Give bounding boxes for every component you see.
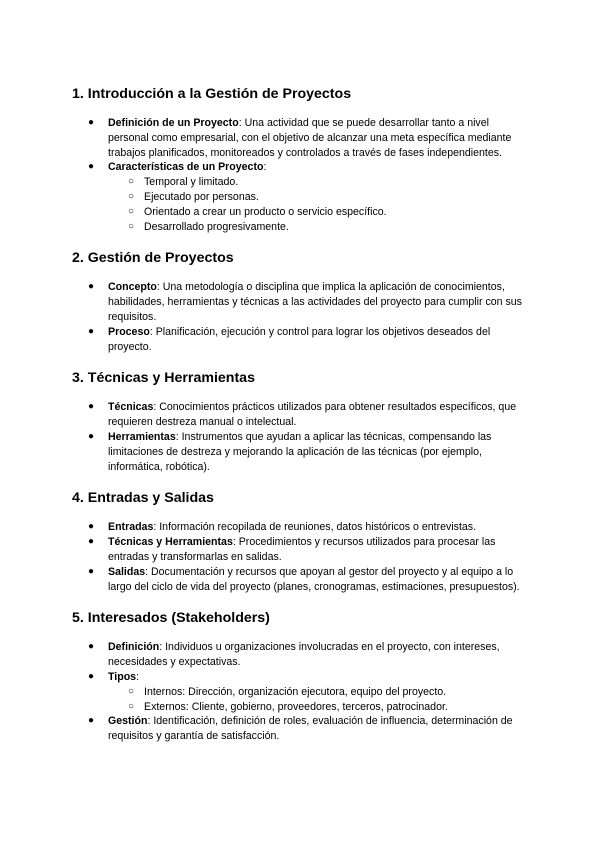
section-heading: 2. Gestión de Proyectos xyxy=(72,250,234,267)
item-text: : Información recopilada de reuniones, datos históricos o entrevistas. xyxy=(153,521,477,534)
item-text: : Instrumentos que ayudan a aplicar las técnicas, compensando las limitaciones de destreza y mejorando la aplicación de las técnicas (por ejemplo, informática, robótica). xyxy=(108,430,492,473)
item-text: : Documentación y recursos que apoyan al gestor del proyecto y al equipo a lo largo del ciclo de vida del proyecto (planes, cronogramas, estimaciones, presupuestos). xyxy=(108,565,520,593)
bullet-icon: ● xyxy=(88,281,95,293)
item-term: Herramientas xyxy=(108,430,176,443)
sub-list-item xyxy=(108,700,532,715)
section-entradas-salidas xyxy=(72,488,532,594)
sub-item-text: Desarrollado progresivamente. xyxy=(144,220,289,233)
list-item xyxy=(72,520,532,535)
bullet-list xyxy=(72,280,532,354)
item-term: Entradas xyxy=(108,521,154,534)
sub-item-text: Orientado a crear un producto o servicio específico. xyxy=(144,205,387,218)
sub-list-item xyxy=(108,205,532,220)
item-term: Concepto xyxy=(108,281,157,294)
list-item xyxy=(72,400,532,430)
sub-bullet-list xyxy=(108,685,532,715)
item-text: : Procedimientos y recursos utilizados para procesar las entradas y transformarlas en salidas. xyxy=(108,536,496,563)
section-heading: 4. Entradas y Salidas xyxy=(72,490,214,507)
circle-bullet-icon: ○ xyxy=(128,685,135,697)
section-introduccion xyxy=(72,84,532,234)
item-text: : Una actividad que se puede desarrollar tanto a nivel personal como empresarial, con el objetivo de alcanzar una meta específica mediante trabajos planificados, monitoreados y controlados a través de fases independientes. xyxy=(108,117,512,159)
list-item xyxy=(72,565,532,595)
item-text: : xyxy=(263,161,267,174)
bullet-icon: ● xyxy=(88,641,95,653)
list-item xyxy=(72,535,532,565)
bullet-icon: ● xyxy=(88,565,95,577)
sub-bullet-list xyxy=(108,175,532,234)
bullet-icon: ● xyxy=(88,401,95,413)
section-heading: 3. Técnicas y Herramientas xyxy=(72,370,255,387)
circle-bullet-icon: ○ xyxy=(128,205,135,217)
circle-bullet-icon: ○ xyxy=(128,220,135,232)
list-item xyxy=(72,430,532,474)
item-term: Proceso xyxy=(108,325,150,338)
bullet-icon: ● xyxy=(88,670,95,682)
sub-item-text: Temporal y limitado. xyxy=(144,176,239,189)
section-heading: 5. Interesados (Stakeholders) xyxy=(72,610,270,627)
bullet-icon: ● xyxy=(88,117,95,128)
bullet-icon: ● xyxy=(88,521,95,533)
item-term: Tipos xyxy=(108,670,137,683)
circle-bullet-icon: ○ xyxy=(128,700,135,712)
item-text: : Planificación, ejecución y control para lograr los objetivos deseados del proyecto. xyxy=(108,325,491,353)
list-item xyxy=(72,160,532,234)
section-tecnicas-herramientas xyxy=(72,368,532,474)
circle-bullet-icon: ○ xyxy=(128,190,135,202)
list-item xyxy=(72,325,532,355)
list-item xyxy=(72,116,532,160)
bullet-list xyxy=(72,520,532,594)
item-term: Salidas xyxy=(108,565,146,578)
item-term: Gestión xyxy=(108,715,148,728)
sub-list-item xyxy=(108,685,532,700)
bullet-list xyxy=(72,116,532,234)
section-heading: 1. Introducción a la Gestión de Proyectos xyxy=(72,86,352,102)
bullet-icon: ● xyxy=(88,715,95,727)
sub-item-text: Externos: Cliente, gobierno, proveedores, terceros, patrocinador. xyxy=(144,700,448,713)
item-term: Definición de un Proyecto xyxy=(108,117,239,129)
item-text: : xyxy=(136,670,140,683)
section-gestion-proyectos xyxy=(72,248,532,354)
sub-item-text: Ejecutado por personas. xyxy=(144,190,259,203)
sub-item-text: Internos: Dirección, organización ejecutora, equipo del proyecto. xyxy=(144,685,447,698)
list-item xyxy=(72,640,532,670)
item-term: Técnicas y Herramientas xyxy=(108,536,233,549)
sub-list-item xyxy=(108,175,532,190)
item-term: Técnicas xyxy=(108,401,154,414)
item-term: Características de un Proyecto xyxy=(108,161,264,174)
sub-list-item xyxy=(108,220,532,235)
item-text: : Identificación, definición de roles, evaluación de influencia, determinación de requisitos y garantía de satisfacción. xyxy=(108,715,513,743)
bullet-icon: ● xyxy=(88,325,95,337)
bullet-icon: ● xyxy=(88,536,95,548)
list-item xyxy=(72,714,532,744)
bullet-list xyxy=(72,640,532,744)
bullet-icon: ● xyxy=(88,161,95,173)
document-body xyxy=(72,84,532,758)
bullet-icon: ● xyxy=(88,430,95,442)
item-text: : Individuos u organizaciones involucradas en el proyecto, con intereses, necesidades y expectativas. xyxy=(108,641,500,669)
sub-list-item xyxy=(108,190,532,205)
item-text: : Una metodología o disciplina que implica la aplicación de conocimientos, habilidades, herramientas y técnicas a las actividades del proyecto para cumplir con sus requisitos. xyxy=(108,281,522,323)
section-interesados xyxy=(72,608,532,744)
list-item xyxy=(72,670,532,714)
item-term: Definición xyxy=(108,641,160,654)
circle-bullet-icon: ○ xyxy=(128,176,135,188)
list-item xyxy=(72,280,532,324)
item-text: : Conocimientos prácticos utilizados para obtener resultados específicos, que requieren destreza manual o intelectual. xyxy=(108,401,517,429)
bullet-list xyxy=(72,400,532,474)
